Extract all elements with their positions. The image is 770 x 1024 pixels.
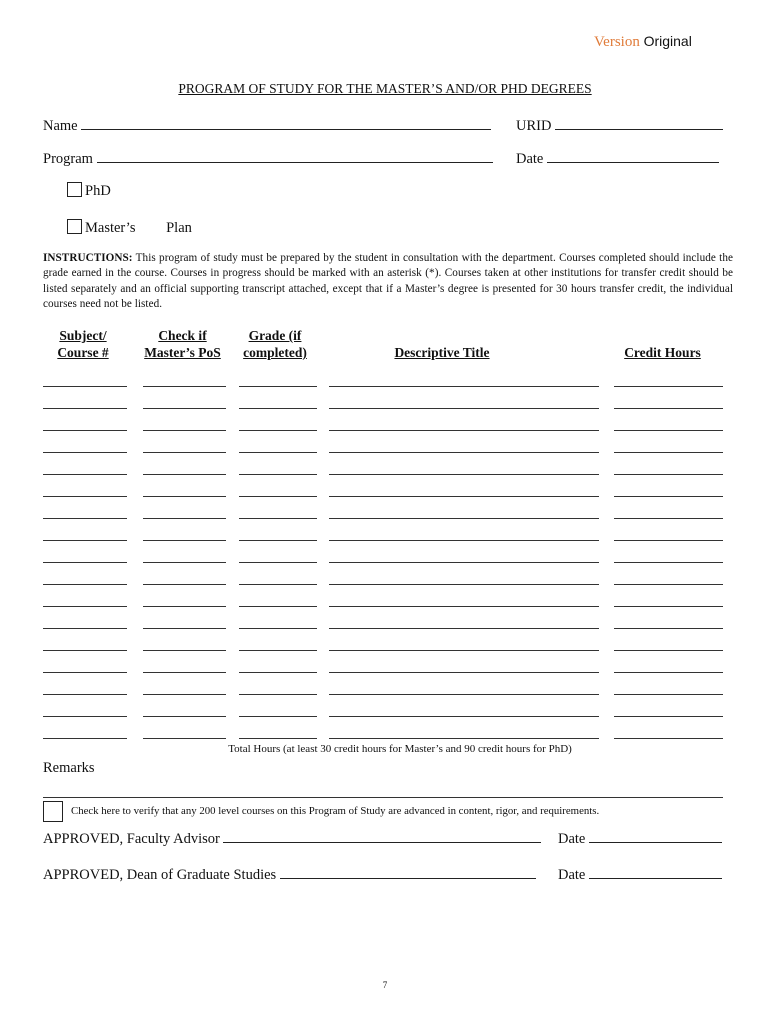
row-9-check-masters-blank[interactable] xyxy=(143,562,226,563)
name-label: Name xyxy=(43,118,78,134)
dean-date[interactable] xyxy=(558,866,722,884)
row-2-grade-blank[interactable] xyxy=(239,408,317,409)
row-6-subject-course-blank[interactable] xyxy=(43,496,127,497)
row-1-grade-blank[interactable] xyxy=(239,386,317,387)
row-6-check-masters-blank[interactable] xyxy=(143,496,226,497)
row-9-descriptive-title-blank[interactable] xyxy=(329,562,599,563)
row-4-check-masters-blank[interactable] xyxy=(143,452,226,453)
masters-option[interactable] xyxy=(67,219,192,237)
dean-date-blank[interactable] xyxy=(589,866,722,879)
row-5-subject-course-blank[interactable] xyxy=(43,474,127,475)
version-stamp xyxy=(594,33,692,51)
row-15-descriptive-title-blank[interactable] xyxy=(329,694,599,695)
urid-field[interactable] xyxy=(516,117,723,135)
row-8-credit-hours-blank[interactable] xyxy=(614,540,723,541)
row-2-subject-course-blank[interactable] xyxy=(43,408,127,409)
row-12-grade-blank[interactable] xyxy=(239,628,317,629)
row-7-credit-hours-blank[interactable] xyxy=(614,518,723,519)
row-10-grade-blank[interactable] xyxy=(239,584,317,585)
row-13-descriptive-title-blank[interactable] xyxy=(329,650,599,651)
header-check-line1: Check if xyxy=(158,328,207,343)
row-15-subject-course-blank[interactable] xyxy=(43,694,127,695)
instructions-text: This program of study must be prepared by the student in consultation with the department. Courses completed should include the grade earned in the course. Courses in progress should be marked with an asterisk (*). Courses taken at other institutions for transfer credit should be listed separately and an official supporting transcript attached, except that if a Master’s degree is presented for 30 hours transfer credit, the individual courses need not be listed. xyxy=(43,252,733,310)
row-5-descriptive-title-blank[interactable] xyxy=(329,474,599,475)
header-subject-course xyxy=(43,327,123,361)
row-4-subject-course-blank[interactable] xyxy=(43,452,127,453)
row-7-subject-course-blank[interactable] xyxy=(43,518,127,519)
row-2-descriptive-title-blank[interactable] xyxy=(329,408,599,409)
row-15-credit-hours-blank[interactable] xyxy=(614,694,723,695)
row-14-grade-blank[interactable] xyxy=(239,672,317,673)
row-1-descriptive-title-blank[interactable] xyxy=(329,386,599,387)
version-value: Original xyxy=(643,33,692,49)
masters-checkbox[interactable] xyxy=(67,219,82,234)
dean-approval[interactable] xyxy=(43,866,536,884)
row-10-check-masters-blank[interactable] xyxy=(143,584,226,585)
row-17-credit-hours-blank[interactable] xyxy=(614,738,723,739)
row-8-grade-blank[interactable] xyxy=(239,540,317,541)
row-2-credit-hours-blank[interactable] xyxy=(614,408,723,409)
name-blank[interactable] xyxy=(81,117,491,130)
row-1-credit-hours-blank[interactable] xyxy=(614,386,723,387)
row-3-grade-blank[interactable] xyxy=(239,430,317,431)
phd-label: PhD xyxy=(85,183,111,199)
row-11-check-masters-blank[interactable] xyxy=(143,606,226,607)
row-8-subject-course-blank[interactable] xyxy=(43,540,127,541)
form-title: PROGRAM OF STUDY FOR THE MASTER’S AND/OR PHD DEGREES xyxy=(178,81,592,96)
instructions xyxy=(43,251,733,312)
row-9-subject-course-blank[interactable] xyxy=(43,562,127,563)
remarks-line[interactable] xyxy=(43,797,723,798)
program-field[interactable] xyxy=(43,150,493,168)
header-check-masters xyxy=(135,327,230,361)
urid-label: URID xyxy=(516,118,552,134)
plan-label: Plan xyxy=(166,220,192,236)
row-17-grade-blank[interactable] xyxy=(239,738,317,739)
row-1-check-masters-blank[interactable] xyxy=(143,386,226,387)
row-5-check-masters-blank[interactable] xyxy=(143,474,226,475)
row-10-subject-course-blank[interactable] xyxy=(43,584,127,585)
row-15-grade-blank[interactable] xyxy=(239,694,317,695)
row-11-descriptive-title-blank[interactable] xyxy=(329,606,599,607)
dean-approval-label: APPROVED, Dean of Graduate Studies xyxy=(43,867,277,883)
row-6-credit-hours-blank[interactable] xyxy=(614,496,723,497)
faculty-date-blank[interactable] xyxy=(589,830,722,843)
urid-blank[interactable] xyxy=(555,117,723,130)
row-3-subject-course-blank[interactable] xyxy=(43,430,127,431)
row-11-credit-hours-blank[interactable] xyxy=(614,606,723,607)
faculty-signature-blank[interactable] xyxy=(223,830,541,843)
faculty-date-label: Date xyxy=(558,831,586,847)
row-16-check-masters-blank[interactable] xyxy=(143,716,226,717)
faculty-approval[interactable] xyxy=(43,830,541,848)
header-check-line2: Master’s PoS xyxy=(144,345,221,360)
row-13-check-masters-blank[interactable] xyxy=(143,650,226,651)
row-13-credit-hours-blank[interactable] xyxy=(614,650,723,651)
row-2-check-masters-blank[interactable] xyxy=(143,408,226,409)
row-13-grade-blank[interactable] xyxy=(239,650,317,651)
row-7-grade-blank[interactable] xyxy=(239,518,317,519)
row-16-grade-blank[interactable] xyxy=(239,716,317,717)
dean-signature-blank[interactable] xyxy=(280,866,536,879)
phd-checkbox[interactable] xyxy=(67,182,82,197)
row-11-subject-course-blank[interactable] xyxy=(43,606,127,607)
row-17-descriptive-title-blank[interactable] xyxy=(329,738,599,739)
header-credit-hours: Credit Hours xyxy=(624,345,701,360)
row-10-descriptive-title-blank[interactable] xyxy=(329,584,599,585)
row-9-grade-blank[interactable] xyxy=(239,562,317,563)
row-12-check-masters-blank[interactable] xyxy=(143,628,226,629)
row-6-descriptive-title-blank[interactable] xyxy=(329,496,599,497)
row-4-credit-hours-blank[interactable] xyxy=(614,452,723,453)
header-grade-line2: completed) xyxy=(243,345,307,360)
row-9-credit-hours-blank[interactable] xyxy=(614,562,723,563)
row-6-grade-blank[interactable] xyxy=(239,496,317,497)
faculty-date[interactable] xyxy=(558,830,722,848)
row-8-check-masters-blank[interactable] xyxy=(143,540,226,541)
row-7-check-masters-blank[interactable] xyxy=(143,518,226,519)
row-3-credit-hours-blank[interactable] xyxy=(614,430,723,431)
row-1-subject-course-blank[interactable] xyxy=(43,386,127,387)
row-12-descriptive-title-blank[interactable] xyxy=(329,628,599,629)
row-12-credit-hours-blank[interactable] xyxy=(614,628,723,629)
row-17-subject-course-blank[interactable] xyxy=(43,738,127,739)
row-14-credit-hours-blank[interactable] xyxy=(614,672,723,673)
phd-option[interactable] xyxy=(67,182,111,200)
total-hours-note: Total Hours (at least 30 credit hours for Master’s and 90 credit hours for PhD) xyxy=(228,743,572,755)
header-descriptive-title: Descriptive Title xyxy=(394,345,490,360)
program-blank[interactable] xyxy=(97,150,493,163)
row-14-descriptive-title-blank[interactable] xyxy=(329,672,599,673)
header-subject-line1: Subject/ xyxy=(59,328,107,343)
remarks-label: Remarks xyxy=(43,760,95,776)
header-grade-line1: Grade (if xyxy=(248,328,302,343)
page-number: 7 xyxy=(382,980,388,990)
program-label: Program xyxy=(43,151,93,167)
row-17-check-masters-blank[interactable] xyxy=(143,738,226,739)
name-field[interactable] xyxy=(43,117,491,135)
row-4-grade-blank[interactable] xyxy=(239,452,317,453)
date-label: Date xyxy=(516,151,544,167)
row-13-subject-course-blank[interactable] xyxy=(43,650,127,651)
instructions-heading: INSTRUCTIONS: xyxy=(43,252,133,264)
row-16-subject-course-blank[interactable] xyxy=(43,716,127,717)
row-14-check-masters-blank[interactable] xyxy=(143,672,226,673)
row-5-credit-hours-blank[interactable] xyxy=(614,474,723,475)
row-8-descriptive-title-blank[interactable] xyxy=(329,540,599,541)
masters-label: Master’s xyxy=(85,220,136,236)
verify-checkbox[interactable] xyxy=(43,801,63,822)
row-14-subject-course-blank[interactable] xyxy=(43,672,127,673)
row-16-credit-hours-blank[interactable] xyxy=(614,716,723,717)
date-field[interactable] xyxy=(516,150,719,168)
row-3-check-masters-blank[interactable] xyxy=(143,430,226,431)
row-3-descriptive-title-blank[interactable] xyxy=(329,430,599,431)
row-15-check-masters-blank[interactable] xyxy=(143,694,226,695)
row-4-descriptive-title-blank[interactable] xyxy=(329,452,599,453)
verify-text: Check here to verify that any 200 level courses on this Program of Study are advanced in content, rigor, and requirements. xyxy=(71,805,600,817)
header-subject-line2: Course # xyxy=(57,345,109,360)
faculty-approval-label: APPROVED, Faculty Advisor xyxy=(43,831,220,847)
header-grade xyxy=(234,327,316,361)
row-12-subject-course-blank[interactable] xyxy=(43,628,127,629)
row-10-credit-hours-blank[interactable] xyxy=(614,584,723,585)
dean-date-label: Date xyxy=(558,867,586,883)
date-blank[interactable] xyxy=(547,150,719,163)
row-7-descriptive-title-blank[interactable] xyxy=(329,518,599,519)
row-5-grade-blank[interactable] xyxy=(239,474,317,475)
version-word: Version xyxy=(594,34,640,50)
row-16-descriptive-title-blank[interactable] xyxy=(329,716,599,717)
row-11-grade-blank[interactable] xyxy=(239,606,317,607)
